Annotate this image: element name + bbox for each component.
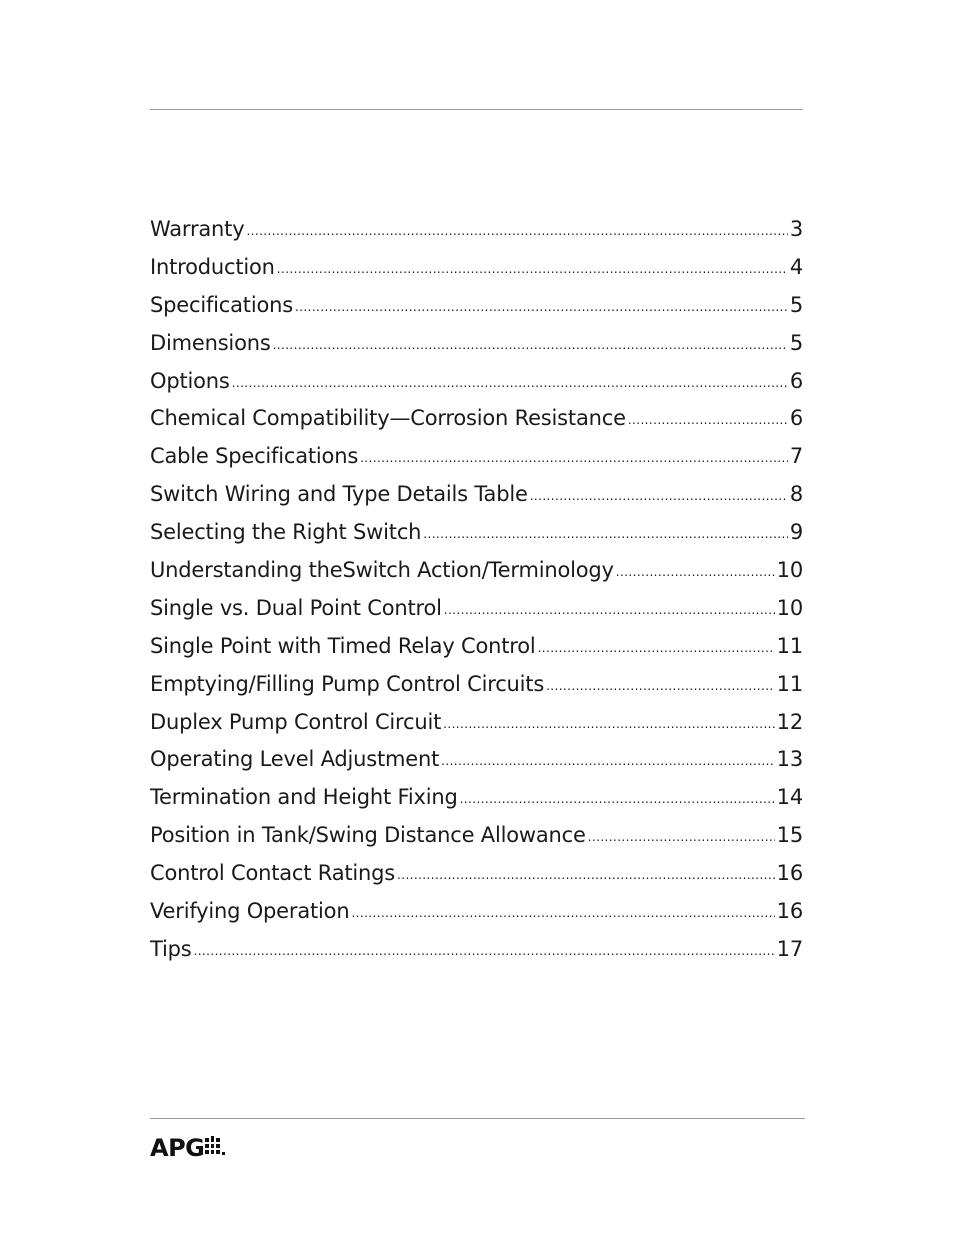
toc-entry-page-number: 9 [789, 520, 803, 545]
toc-dot-leader [441, 743, 775, 781]
toc-dot-leader [232, 365, 788, 403]
toc-entry-title: Understanding theSwitch Action/Terminology [150, 558, 614, 583]
toc-entry[interactable] [150, 704, 803, 742]
toc-dot-leader [443, 706, 775, 744]
toc-entry-title: Termination and Height Fixing [150, 785, 458, 810]
apg-logo [150, 1134, 229, 1162]
toc-entry-page-number: 8 [789, 482, 803, 507]
toc-entry-page-number: 4 [789, 254, 803, 279]
toc-entry-page-number: 7 [789, 444, 803, 469]
toc-entry-title: Single vs. Dual Point Control [150, 595, 442, 620]
toc-entry-title: Single Point with Timed Relay Control [150, 633, 536, 658]
toc-entry-page-number: 11 [776, 633, 803, 658]
toc-dot-leader [273, 327, 788, 365]
toc-entry[interactable] [150, 817, 803, 855]
toc-entry-page-number: 10 [776, 595, 803, 620]
toc-dot-leader [194, 933, 775, 971]
logo-text: APG [150, 1134, 205, 1162]
toc-dot-leader [423, 516, 788, 554]
toc-dot-leader [616, 554, 775, 592]
toc-entry-page-number: 11 [776, 671, 803, 696]
toc-entry-page-number: 13 [776, 747, 803, 772]
toc-entry[interactable] [150, 855, 803, 893]
toc-entry[interactable] [150, 514, 803, 552]
toc-dot-leader [538, 630, 775, 668]
toc-entry-title: Options [150, 368, 230, 393]
toc-entry-page-number: 6 [789, 406, 803, 431]
toc-entry-page-number: 15 [776, 823, 803, 848]
toc-entry-title: Switch Wiring and Type Details Table [150, 482, 528, 507]
toc-entry-page-number: 5 [789, 330, 803, 355]
toc-entry-page-number: 16 [776, 899, 803, 924]
toc-entry[interactable] [150, 628, 803, 666]
toc-entry-page-number: 14 [776, 785, 803, 810]
toc-entry-page-number: 12 [776, 709, 803, 734]
toc-dot-leader [397, 857, 775, 895]
apg-dot-grid-icon [205, 1136, 229, 1162]
toc-entry-title: Verifying Operation [150, 899, 350, 924]
toc-dot-leader [444, 592, 775, 630]
toc-entry[interactable] [150, 211, 803, 249]
toc-entry-page-number: 3 [789, 217, 803, 241]
toc-entry[interactable] [150, 476, 803, 514]
toc-entry-title: Tips [150, 936, 192, 961]
toc-entry[interactable] [150, 931, 803, 969]
toc-dot-leader [246, 213, 787, 251]
toc-dot-leader [460, 781, 775, 819]
toc-entry-title: Duplex Pump Control Circuit [150, 709, 442, 734]
toc-dot-leader [588, 819, 775, 857]
toc-entry[interactable] [150, 287, 803, 325]
toc-entry[interactable] [150, 666, 803, 704]
toc-dot-leader [628, 402, 788, 440]
toc-dot-leader [351, 895, 774, 933]
header-rule [150, 109, 803, 110]
toc-dot-leader [530, 478, 788, 516]
toc-entry-page-number: 6 [789, 368, 803, 393]
toc-entry-page-number: 17 [776, 936, 803, 961]
toc-dot-leader [277, 251, 788, 289]
toc-entry-title: Emptying/Filling Pump Control Circuits [150, 671, 545, 696]
toc-entry-title: Specifications [150, 292, 293, 317]
toc-entry[interactable] [150, 590, 803, 628]
toc-dot-leader [295, 289, 788, 327]
toc-entry[interactable] [150, 893, 803, 931]
toc-entry[interactable] [150, 325, 803, 363]
toc-entry-page-number: 10 [776, 558, 803, 583]
table-of-contents [150, 211, 803, 969]
toc-entry-title: Warranty [150, 217, 245, 241]
toc-entry-title: Selecting the Right Switch [150, 520, 422, 545]
toc-entry-title: Dimensions [150, 330, 271, 355]
toc-entry-title: Position in Tank/Swing Distance Allowance [150, 823, 586, 848]
toc-entry-title: Chemical Compatibility—Corrosion Resistance [150, 406, 626, 431]
toc-entry[interactable] [150, 779, 803, 817]
toc-entry[interactable] [150, 741, 803, 779]
toc-entry-page-number: 5 [789, 292, 803, 317]
toc-entry[interactable] [150, 400, 803, 438]
toc-entry[interactable] [150, 249, 803, 287]
toc-dot-leader [546, 668, 775, 706]
toc-entry-title: Introduction [150, 254, 275, 279]
toc-dot-leader [360, 440, 788, 478]
toc-entry[interactable] [150, 552, 803, 590]
toc-entry[interactable] [150, 438, 803, 476]
toc-entry-page-number: 16 [776, 861, 803, 886]
toc-entry-title: Operating Level Adjustment [150, 747, 440, 772]
footer-rule [150, 1118, 805, 1119]
toc-entry-title: Cable Specifications [150, 444, 359, 469]
toc-entry-title: Control Contact Ratings [150, 861, 396, 886]
toc-entry[interactable] [150, 363, 803, 401]
